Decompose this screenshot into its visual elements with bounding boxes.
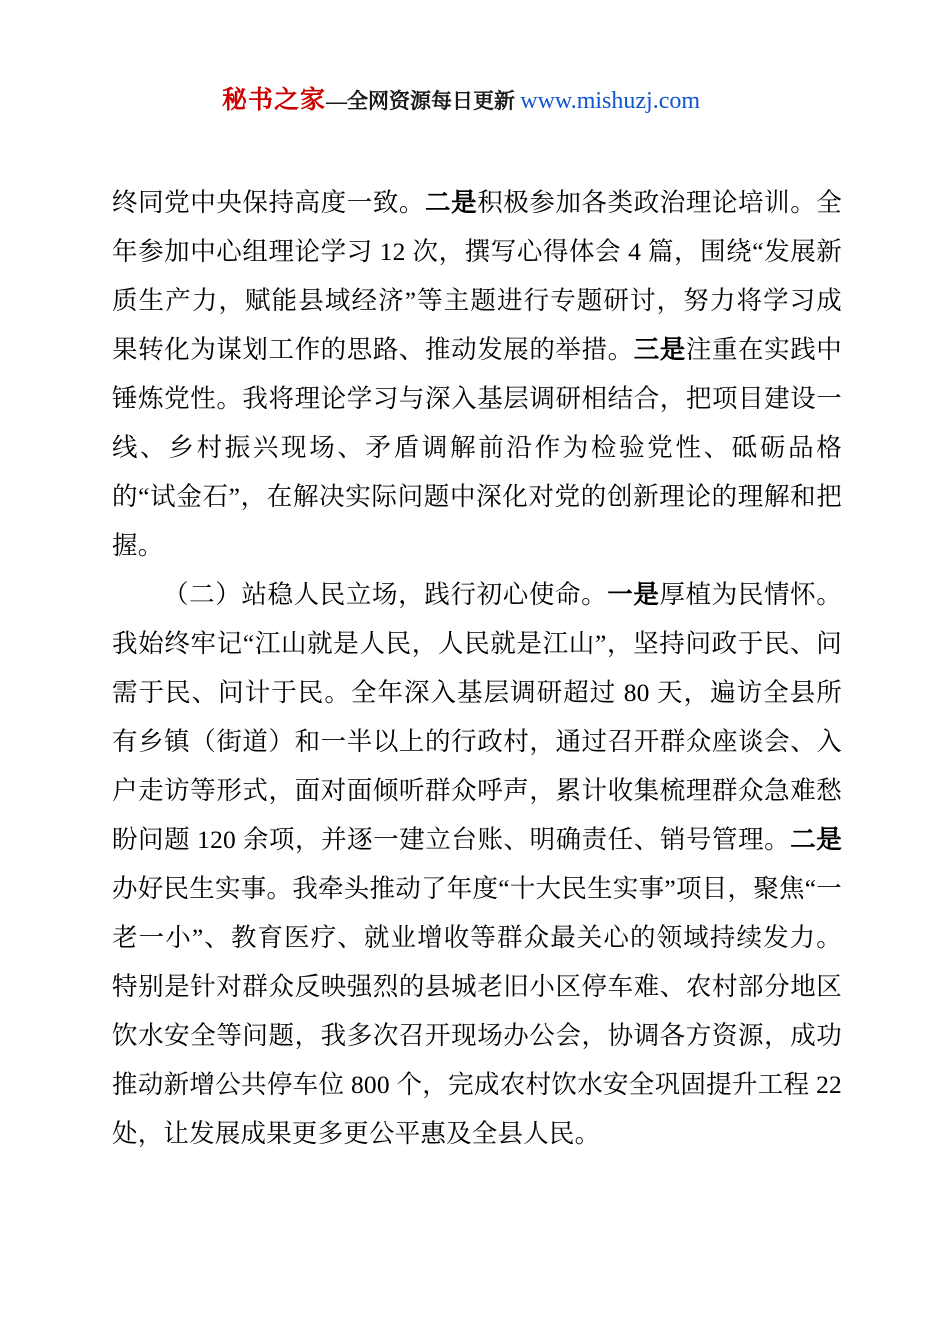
text-run: 注重在实践中锤炼党性。我将理论学习与深入基层调研相结合，把项目建设一线、乡村振兴现场、矛盾调解前沿作为检验党性、砥砺品格的“试金石”，在解决实际问题中深化对党的创新理论的理解和把握。 (112, 335, 842, 560)
paragraph (112, 178, 842, 570)
emphasis-marker: 二是 (425, 188, 478, 217)
text-run: 积极参加各类政治理论培训。全年参加中心组理论学习 12 次，撰写心得体会 4 篇，围绕“发展新质生产力，赋能县域经济”等主题进行专题研讨，努力将学习成果转化为谋划工作的思路、推动发展的举措。 (112, 188, 842, 364)
watermark-brand: 秘书之家 (222, 87, 327, 114)
emphasis-marker: 二是 (790, 825, 842, 854)
emphasis-marker: 一是 (607, 580, 660, 609)
paragraph (112, 570, 842, 1158)
text-run: 厚植为民情怀。我始终牢记“江山就是人民，人民就是江山”，坚持问政于民、问需于民、问计于民。全年深入基层调研超过 80 天，遍访全县所有乡镇（街道）和一半以上的行政村，通过召开群众座谈会、入户走访等形式，面对面倾听群众呼声，累计收集梳理群众急难愁盼问题 120 余项，并逐一建立台账、明确责任、销号管理。 (112, 580, 842, 854)
text-run: 终同党中央保持高度一致。 (112, 188, 426, 217)
watermark-url[interactable]: www.mishuzj.com (520, 88, 701, 114)
watermark-separator: —全网资源每日更新 (326, 89, 521, 113)
text-run: （二）站稳人民立场，践行初心使命。 (163, 580, 608, 609)
document-body (112, 178, 842, 1158)
watermark-banner (222, 88, 700, 113)
emphasis-marker: 三是 (633, 335, 686, 364)
text-run: 办好民生实事。我牵头推动了年度“十大民生实事”项目，聚焦“一老一小”、教育医疗、就业增收等群众最关心的领域持续发力。特别是针对群众反映强烈的县城老旧小区停车难、农村部分地区饮水安全等问题，我多次召开现场办公会，协调各方资源，成功推动新增公共停车位 800 个，完成农村饮水安全巩固提升工程 22 处，让发展成果更多更公平惠及全县人民。 (112, 874, 842, 1148)
